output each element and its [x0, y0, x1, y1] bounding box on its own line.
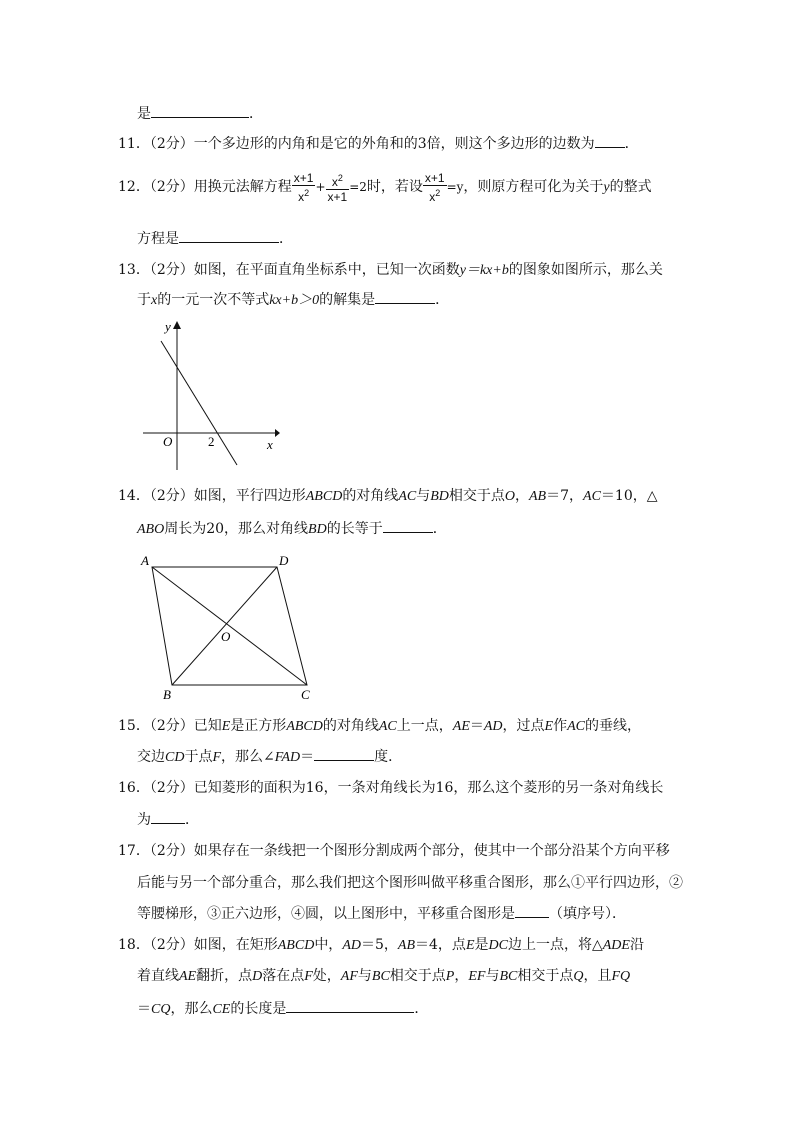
q12-end: ． — [279, 231, 293, 247]
q15-text-10: 于点 — [184, 749, 213, 765]
question-16 — [118, 778, 663, 798]
q16-text-1: 已知菱形的面积为16，一条对角线长为16，那么这个菱形的另一条对角线长 — [193, 780, 664, 796]
question-12-line-2 — [137, 228, 293, 249]
q18-ae: AE — [179, 969, 197, 984]
q18-fq: FQ — [611, 969, 631, 984]
question-13-line-2 — [137, 289, 449, 311]
question-14 — [118, 486, 658, 507]
q15-number: 15． — [118, 718, 150, 734]
q12-text-2: 时，若设 — [366, 179, 423, 195]
q14-o: O — [504, 489, 515, 504]
q12-line2-text: 方程是 — [137, 231, 179, 247]
q10-prefix: 是 — [137, 106, 151, 122]
q18-text-8: 着直线 — [137, 968, 179, 984]
q18-ade: ADE — [602, 938, 630, 953]
q13-graph — [135, 315, 285, 475]
q14-number: 14． — [118, 488, 150, 504]
q15-text-3: 的对角线 — [322, 718, 379, 734]
q14-score: （2分） — [149, 488, 194, 504]
question-18-line-3 — [137, 998, 428, 1020]
q13-number: 13． — [118, 262, 150, 278]
q14-ab: AB — [529, 489, 547, 504]
q13-text-2: 的图象如图所示，那么关 — [508, 262, 663, 278]
q14-label-a: A — [141, 553, 149, 568]
q15-e: E — [221, 719, 231, 734]
q18-af: AF — [340, 969, 358, 984]
q11-text: 一个多边形的内角和是它的外角和的3倍，则这个多边形的边数为 — [193, 136, 595, 152]
q18-text-4: ＝4，点 — [415, 937, 466, 953]
q15-text-4: 上一点， — [396, 718, 453, 734]
q13-function-line — [161, 341, 237, 465]
q14-answer-blank[interactable] — [383, 518, 433, 533]
q16-number: 16． — [118, 780, 150, 796]
q18-text-2: 中， — [314, 937, 343, 953]
q18-f: F — [304, 969, 313, 984]
q14-label-o: O — [221, 629, 231, 644]
q15-text-6: ，过点 — [502, 718, 545, 734]
question-15 — [118, 716, 641, 737]
q18-p: P — [445, 969, 455, 984]
q18-answer-blank[interactable] — [286, 998, 414, 1013]
q15-abcd: ABCD — [286, 719, 323, 734]
q14-text-8: 周长为20，那么对角线 — [164, 521, 309, 537]
q16-answer-blank[interactable] — [151, 809, 185, 824]
q13-text-3: 于 — [137, 292, 151, 308]
question-14-line-2 — [137, 518, 447, 540]
q14-end: ． — [432, 521, 447, 537]
q10-tail — [137, 103, 263, 124]
q13-score: （2分） — [149, 262, 194, 278]
q14-parallelogram-figure — [135, 550, 320, 705]
q18-end: ． — [414, 1001, 429, 1017]
q15-e-2: E — [544, 719, 554, 734]
q18-ef: EF — [468, 969, 486, 984]
q14-label-d: D — [279, 553, 289, 568]
q13-var-x: x — [151, 293, 158, 308]
question-18-line-2 — [137, 966, 630, 987]
q15-text-7: 作 — [553, 718, 568, 734]
question-11 — [118, 133, 639, 154]
q18-cq: CQ — [151, 1002, 171, 1017]
q18-text-7: 沿 — [629, 937, 644, 953]
q13-text-4: 的一元一次不等式 — [157, 292, 270, 308]
question-17 — [118, 841, 670, 861]
q13-text-5: 的解集是 — [319, 292, 376, 308]
q12-plus: + — [315, 180, 326, 194]
question-13 — [118, 260, 663, 281]
q10-end: ． — [249, 106, 263, 122]
q12-score: （2分） — [149, 179, 194, 195]
q18-text-3: ＝5， — [360, 937, 398, 953]
q17-answer-blank[interactable] — [515, 903, 549, 918]
q15-text-11: ，那么∠ — [221, 749, 275, 765]
q12-fraction-1: $\frac{x+1}{x^2}$ — [293, 170, 314, 204]
q15-ae: AE — [452, 719, 470, 734]
q15-text-9: 交边 — [137, 749, 165, 765]
q15-fad: FAD — [274, 750, 301, 765]
q18-ce: CE — [212, 1002, 231, 1017]
q18-ad: AD — [342, 938, 361, 953]
q14-text-9: 的长等于 — [326, 521, 383, 537]
q11-number: 11． — [118, 136, 150, 152]
q16-text-2: 为 — [137, 812, 151, 828]
q14-bd-2: BD — [308, 522, 327, 537]
q18-abcd: ABCD — [277, 938, 315, 953]
q15-text-8: 的垂线， — [585, 718, 641, 734]
q18-text-13: 相交于点 — [389, 968, 446, 984]
q13-inequality: kx+b＞0 — [269, 293, 320, 308]
q17-text-1: 如果存在一条线把一个图形分割成两个部分，使其中一个部分沿某个方向平移 — [193, 843, 670, 859]
q10-answer-blank[interactable] — [151, 103, 249, 118]
q14-text-3: 与 — [416, 488, 431, 504]
q18-e: E — [465, 938, 475, 953]
q13-y-label: y — [165, 319, 171, 334]
q12-fraction-2: $\frac{x^2}{x+1}$ — [327, 172, 348, 204]
q18-text-14: ， — [454, 968, 469, 984]
q16-end: ． — [185, 812, 199, 828]
q12-number: 12． — [118, 179, 150, 195]
q12-text-1: 用换元法解方程 — [193, 179, 292, 195]
q14-label-b: B — [163, 687, 171, 702]
q13-function: y＝kx+b — [459, 263, 509, 278]
q12-eq-y: =y — [446, 180, 464, 194]
q14-abcd: ABCD — [305, 489, 343, 504]
q13-answer-blank[interactable] — [375, 289, 435, 304]
question-16-line-2 — [137, 809, 199, 830]
q15-f: F — [212, 750, 222, 765]
q11-answer-blank[interactable] — [595, 133, 625, 148]
q15-cd: CD — [165, 750, 185, 765]
q18-text-10: 落在点 — [262, 968, 305, 984]
q12-fraction-3: $\frac{x+1}{x^2}$ — [424, 170, 445, 204]
q13-origin-label: O — [163, 434, 173, 449]
q18-text-9: 翻折，点 — [196, 968, 253, 984]
q13-y-arrow — [173, 321, 181, 329]
q18-text-20: 的长度是 — [230, 1001, 287, 1017]
q18-text-1: 如图，在矩形 — [193, 937, 278, 953]
q11-score: （2分） — [149, 136, 194, 152]
question-18 — [118, 935, 644, 956]
q18-number: 18． — [118, 937, 150, 953]
q18-d: D — [252, 969, 263, 984]
q14-text-5: ， — [515, 488, 529, 504]
q15-ad: AD — [483, 719, 503, 734]
question-12 — [118, 167, 652, 207]
q13-x-label: x — [267, 437, 273, 452]
q18-dc: DC — [488, 938, 508, 953]
q17-text-2: 后能与另一个部分重合，那么我们把这个图形叫做平移重合图形，那么①平行四边形，② — [137, 875, 683, 891]
q14-text-7: ＝10，△ — [600, 488, 658, 504]
q18-bc-2: BC — [499, 969, 518, 984]
q14-ac: AC — [398, 489, 417, 504]
q14-ac-2: AC — [583, 489, 601, 504]
q18-text-18: ＝ — [137, 1001, 151, 1017]
q17-score: （2分） — [149, 843, 194, 859]
question-15-line-2 — [137, 746, 402, 768]
q18-text-17: ，且 — [583, 968, 612, 984]
q13-end: ． — [435, 292, 450, 308]
q15-score: （2分） — [149, 718, 194, 734]
q14-abo: ABO — [137, 522, 165, 537]
q15-text-12: ＝ — [300, 749, 315, 765]
q15-ac: AC — [378, 719, 397, 734]
q15-ac-2: AC — [567, 719, 585, 734]
q14-bd: BD — [430, 489, 449, 504]
q14-text-4: 相交于点 — [448, 488, 505, 504]
q13-tick-label: 2 — [208, 434, 215, 449]
q18-score: （2分） — [149, 937, 194, 953]
q15-text-5: ＝ — [469, 718, 484, 734]
q18-text-15: 与 — [485, 968, 500, 984]
q15-text-13: 度． — [374, 749, 403, 765]
q18-bc: BC — [371, 969, 390, 984]
q12-equals: =2 — [349, 180, 367, 194]
q15-text-2: 是正方形 — [230, 718, 287, 734]
q18-text-16: 相交于点 — [517, 968, 574, 984]
q15-answer-blank[interactable] — [314, 746, 374, 761]
q12-var-y: y — [603, 180, 610, 195]
q14-label-c: C — [301, 687, 310, 702]
q17-text-3: 等腰梯形，③正六边形，④圆，以上图形中，平移重合图形是 — [137, 906, 515, 922]
question-17-line-2 — [137, 873, 683, 893]
q13-text-1: 如图，在平面直角坐标系中，已知一次函数 — [193, 262, 460, 278]
q14-text-2: 的对角线 — [342, 488, 399, 504]
q12-text-3: ，则原方程可化为关于 — [463, 179, 604, 195]
q12-answer-blank[interactable] — [179, 228, 279, 243]
q15-text-1: 已知 — [193, 718, 222, 734]
q14-text-6: ＝7， — [546, 488, 584, 504]
q11-end: ． — [624, 136, 639, 152]
q13-x-arrow — [275, 429, 280, 437]
q18-text-12: 与 — [357, 968, 372, 984]
q14-diagonal-bd — [172, 567, 277, 685]
q17-number: 17． — [118, 843, 150, 859]
q18-text-6: 边上一点，将△ — [507, 937, 603, 953]
q18-q: Q — [573, 969, 584, 984]
q18-ab: AB — [397, 938, 416, 953]
q18-text-11: 处， — [312, 968, 341, 984]
q17-text-4: （填序号）． — [549, 906, 626, 922]
q12-text-4: 的整式 — [609, 179, 652, 195]
q14-text-1: 如图，平行四边形 — [193, 488, 306, 504]
question-17-line-3 — [137, 903, 626, 924]
q18-text-5: 是 — [474, 937, 489, 953]
q14-diagonal-ac — [152, 567, 307, 685]
q18-text-19: ，那么 — [170, 1001, 213, 1017]
q16-score: （2分） — [149, 780, 194, 796]
